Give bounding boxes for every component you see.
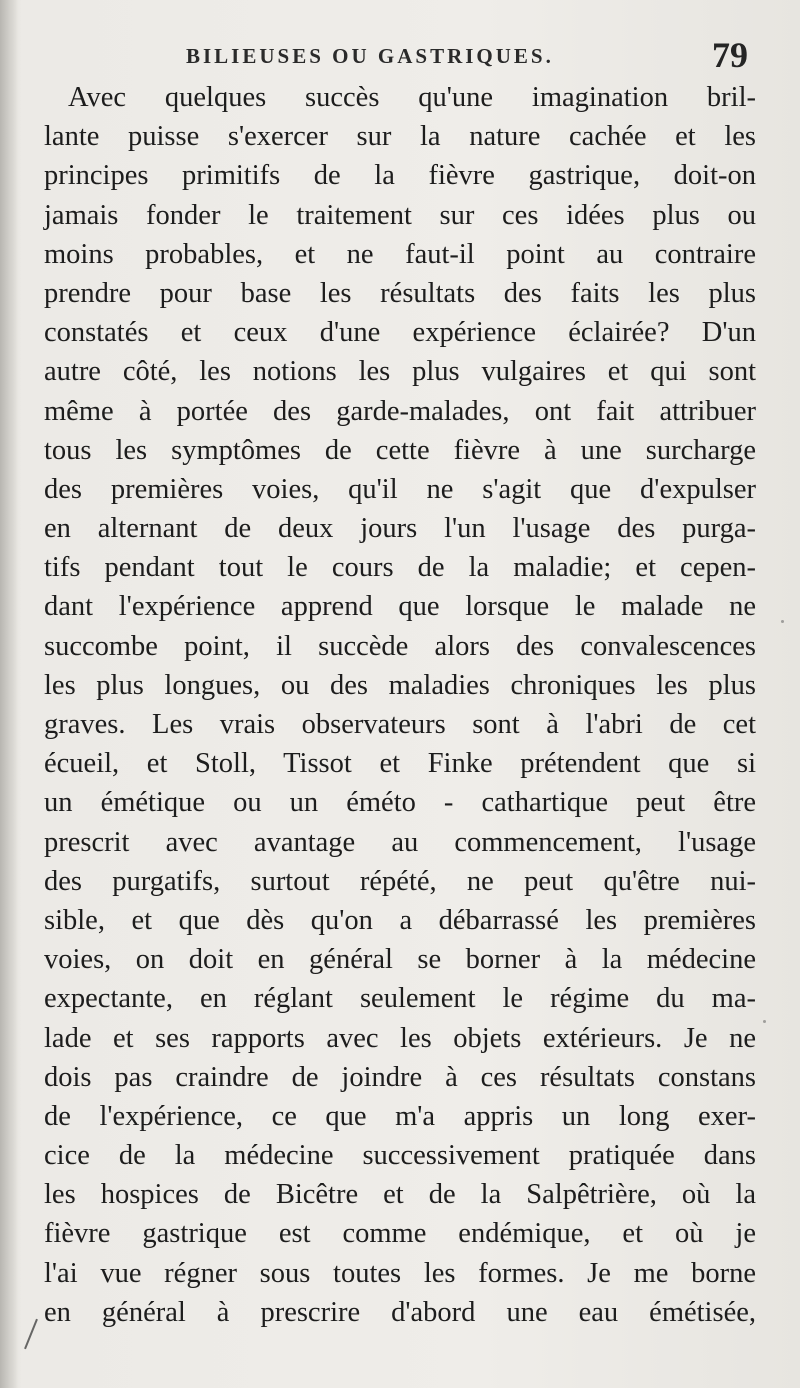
text-line: même à portée des garde-malades, ont fait attribuer	[44, 395, 756, 427]
text-line: cice de la médecine successivement pratiquée dans	[44, 1140, 756, 1172]
text-line: autre côté, les notions les plus vulgaires et qui sont	[44, 356, 756, 388]
text-line: fièvre gastrique est comme endémique, et où je	[44, 1218, 756, 1250]
text-line: sible, et que dès qu'on a débarrassé les premières	[44, 904, 756, 936]
page-number: 79	[712, 35, 748, 75]
text-line: prendre pour base les résultats des faits les plus	[44, 277, 756, 309]
text-line: des purgatifs, surtout répété, ne peut qu'être nui-	[44, 865, 756, 897]
running-header	[0, 35, 800, 76]
paper-speck	[781, 620, 784, 623]
text-line: succombe point, il succède alors des convalescences	[44, 630, 756, 662]
text-line: moins probables, et ne faut-il point au contraire	[44, 238, 756, 270]
text-line: lante puisse s'exercer sur la nature cachée et les	[44, 121, 756, 153]
text-line: les plus longues, ou des maladies chroniques les plus	[44, 669, 756, 701]
text-line: jamais fonder le traitement sur ces idées plus ou	[44, 199, 756, 231]
text-line: de l'expérience, ce que m'a appris un long exer-	[44, 1100, 756, 1132]
text-line: un émétique ou un éméto - cathartique peut être	[44, 787, 756, 819]
body-text	[44, 78, 756, 1332]
paper-speck	[763, 1020, 766, 1023]
text-line: les hospices de Bicêtre et de la Salpêtrière, où la	[44, 1179, 756, 1211]
text-line: l'ai vue régner sous toutes les formes. Je me borne	[44, 1257, 756, 1289]
text-line: expectante, en réglant seulement le régime du ma-	[44, 983, 756, 1015]
text-line: lade et ses rapports avec les objets extérieurs. Je ne	[44, 1022, 756, 1054]
text-line: voies, on doit en général se borner à la médecine	[44, 944, 756, 976]
margin-pencil-mark	[24, 1319, 38, 1349]
text-line: prescrit avec avantage au commencement, l'usage	[44, 826, 756, 858]
text-line: constatés et ceux d'une expérience éclairée? D'un	[44, 317, 756, 349]
running-title: BILIEUSES OU GASTRIQUES.	[186, 44, 554, 68]
text-line: principes primitifs de la fièvre gastrique, doit-on	[44, 160, 756, 192]
text-line: des premières voies, qu'il ne s'agit que d'expulser	[44, 473, 756, 505]
text-line: en général à prescrire d'abord une eau émétisée,	[44, 1296, 756, 1328]
text-line: en alternant de deux jours l'un l'usage des purga-	[44, 513, 756, 545]
text-line: Avec quelques succès qu'une imagination bril-	[68, 82, 756, 113]
text-line: graves. Les vrais observateurs sont à l'abri de cet	[44, 709, 756, 740]
text-line: dant l'expérience apprend que lorsque le malade ne	[44, 591, 756, 623]
text-line: dois pas craindre de joindre à ces résultats constans	[44, 1061, 756, 1093]
page-gutter-shadow	[0, 0, 18, 1388]
text-line: écueil, et Stoll, Tissot et Finke prétendent que si	[44, 748, 756, 780]
text-line: tifs pendant tout le cours de la maladie; et cepen-	[44, 552, 756, 584]
text-line: tous les symptômes de cette fièvre à une surcharge	[44, 434, 756, 466]
